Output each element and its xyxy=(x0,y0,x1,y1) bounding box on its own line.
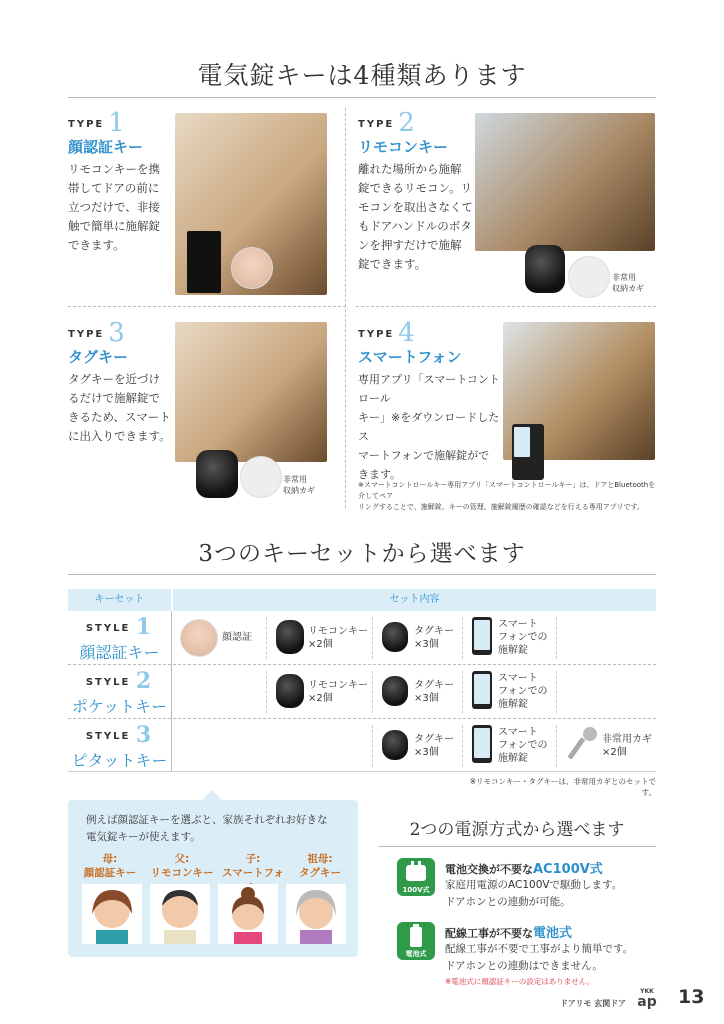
emergency-key-icon xyxy=(240,456,282,498)
note-set: ※リモコンキー・タグキーは、非常用カギとのセットです。 xyxy=(469,777,656,797)
type-2-heading: TYPE 2 xyxy=(358,108,415,138)
face-key-icon xyxy=(180,619,218,657)
smartphone-icon xyxy=(472,617,492,655)
item-phone-label: スマート フォンでの 施解錠 xyxy=(498,727,548,764)
type-2-description: 離れた場所から施解 錠できるリモコン。リ モコンを取出さなくて もドアハンドルのボタ ンを押すだけで施解 錠できます。 xyxy=(358,162,473,271)
type-1-description: リモコンキーを携 帯してドアの前に 立つだけで、非接 触で簡単に施解錠 できます。 xyxy=(68,162,160,252)
divider xyxy=(356,306,656,307)
family-member-child: 子: スマートフォ xyxy=(222,853,284,879)
title-rule xyxy=(68,97,656,98)
ykk-ap-logo: YKK ap xyxy=(637,988,657,1010)
section-title-key-sets: 3つのキーセットから選べます xyxy=(198,541,526,567)
item-tag-label: タグキー ×3個 xyxy=(414,734,454,758)
table-row-style-2[interactable]: STYLE 2 ポケットキー xyxy=(71,668,168,716)
type-1-heading: TYPE 1 xyxy=(68,108,125,138)
face-portrait-icon xyxy=(231,247,273,289)
vertical-divider xyxy=(345,108,346,508)
face-reader-device-icon xyxy=(187,231,221,293)
divider xyxy=(68,306,346,307)
type-2-caption: 非常用 収納カギ xyxy=(612,273,644,293)
page-number: 13 xyxy=(678,986,705,1008)
grandmother-illustration-icon xyxy=(286,884,346,944)
battery-badge: 電池式 xyxy=(405,950,427,958)
remote-key-icon xyxy=(525,245,565,293)
family-intro: 例えば顔認証キーを選ぶと、家族それぞれお好きな 電気錠キーが使えます。 xyxy=(86,814,328,843)
type-2-name: リモコンキー xyxy=(358,138,449,156)
table-header-keyset: キーセット xyxy=(68,589,171,611)
remote-key-icon xyxy=(276,674,304,708)
power-section-title: 2つの電源方式から選べます xyxy=(409,820,625,840)
footer-brand: ドアリモ 玄関ドア xyxy=(560,999,626,1008)
type-3-heading: TYPE 3 xyxy=(68,318,125,348)
battery-description: 配線工事が不要で工事がより簡単です。 ドアホンとの連動はできません。 xyxy=(445,943,634,972)
emergency-key-icon xyxy=(568,256,610,298)
table-header-contents: セット内容 xyxy=(173,589,656,611)
type-3-caption: 非常用 収納カギ xyxy=(283,475,315,495)
family-member-father: 父: リモコンキー xyxy=(150,853,214,879)
item-remote-label: リモコンキー ×2個 xyxy=(308,680,368,704)
item-phone-label: スマート フォンでの 施解錠 xyxy=(498,619,548,656)
title-rule xyxy=(68,574,656,575)
tag-key-photo xyxy=(175,322,327,462)
ac100v-heading: 電池交換が不要なAC100V式 xyxy=(445,862,603,877)
item-remote-label: リモコンキー ×2個 xyxy=(308,626,368,650)
tag-key-icon xyxy=(382,622,408,652)
remote-key-icon xyxy=(276,620,304,654)
table-row-divider xyxy=(68,664,656,665)
type-4-heading: TYPE 4 xyxy=(358,318,415,348)
family-example-box xyxy=(68,800,358,957)
tag-key-icon xyxy=(382,676,408,706)
section-title-key-types: 電気錠キーは4種類あります xyxy=(197,61,527,90)
type-4-description: 専用アプリ「スマートコントロール キー」※をダウンロードしたス マートフォンで施解錠がで きます。 xyxy=(358,373,500,481)
type-1-name: 顔認証キー xyxy=(68,138,144,156)
type-3-name: タグキー xyxy=(68,348,129,366)
table-column-divider xyxy=(171,611,172,771)
battery-heading: 配線工事が不要な電池式 xyxy=(445,926,573,941)
tag-key-icon xyxy=(382,730,408,760)
title-rule xyxy=(378,846,656,847)
smartphone-icon xyxy=(512,424,544,480)
emergency-key-icon xyxy=(568,726,598,762)
table-row-style-1[interactable]: STYLE 1 顔認証キー xyxy=(79,614,160,662)
bubble-pointer xyxy=(202,790,222,800)
item-key-label: 非常用カギ ×2個 xyxy=(602,734,652,758)
remote-key-photo xyxy=(475,113,655,251)
table-bottom-rule xyxy=(68,771,656,772)
item-tag-label: タグキー ×3個 xyxy=(414,626,454,650)
face-key-photo xyxy=(175,113,327,295)
smartphone-icon xyxy=(472,671,492,709)
item-face-label: 顔認証 xyxy=(222,632,252,643)
battery-note: ※電池式に顔認証キーの設定はありません。 xyxy=(445,977,595,986)
family-member-mother: 母: 顔認証キー xyxy=(83,853,137,879)
note-smart-control-key: ※スマートコントロールキー専用アプリ「スマートコントロールキー」は、ドアとBluetoothを介してペア リングすることで、施解錠、キーの管理、施解錠履歴の確認などを行える専用アプリです。 xyxy=(358,481,656,511)
family-member-grandmother: 祖母: タグキー xyxy=(299,853,341,879)
ac100v-badge: 100V式 xyxy=(402,886,430,894)
table-row-style-3[interactable]: STYLE 3 ピタットキー xyxy=(71,722,168,770)
father-illustration-icon xyxy=(150,884,210,944)
smartphone-icon xyxy=(472,725,492,763)
tag-key-icon xyxy=(196,450,238,498)
mother-illustration-icon xyxy=(82,884,142,944)
table-row-divider xyxy=(68,718,656,719)
ac100v-description: 家庭用電源のAC100Vで駆動します。 ドアホンとの連動が可能。 xyxy=(445,879,623,908)
child-illustration-icon xyxy=(218,884,278,944)
item-tag-label: タグキー ×3個 xyxy=(414,680,454,704)
type-4-name: スマートフォン xyxy=(358,348,462,366)
type-3-description: タグキーを近づけ るだけで施解錠で きるため、スマート に出入りできます。 xyxy=(68,372,171,443)
item-phone-label: スマート フォンでの 施解錠 xyxy=(498,673,548,710)
